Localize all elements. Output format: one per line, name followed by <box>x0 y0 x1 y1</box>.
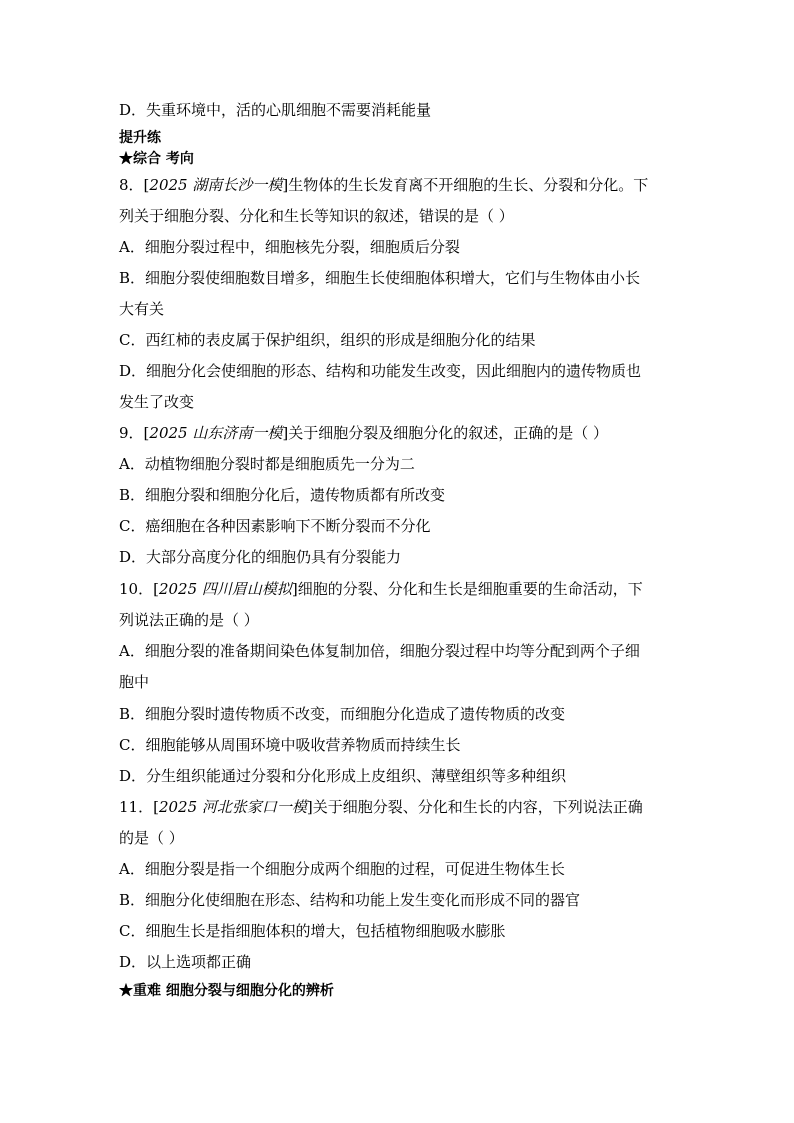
question-9-source: 2025 山东济南一模 <box>149 424 283 442</box>
question-11-option-d: D．以上选项都正确 <box>119 953 252 971</box>
question-11-stem: 11．[2025 河北张家口一模]关于细胞分裂、分化和生长的内容，下列说法正确 <box>119 798 643 816</box>
question-8-option-d-cont: 发生了改变 <box>119 393 195 411</box>
question-9-stem: 9．[2025 山东济南一模]关于细胞分裂及细胞分化的叙述，正确的是（ ） <box>119 424 608 442</box>
question-9-option-a: A．动植物细胞分裂时都是细胞质先一分为二 <box>119 455 415 473</box>
question-8-option-c: C．西红柿的表皮属于保护组织，组织的形成是细胞分化的结果 <box>119 331 536 349</box>
section-heading-practice: 提升练 <box>119 130 161 146</box>
question-10-option-d: D．分生组织能通过分裂和分化形成上皮组织、薄壁组织等多种组织 <box>119 767 567 785</box>
question-8-option-b: B．细胞分裂使细胞数目增多，细胞生长使细胞体积增大，它们与生物体由小长 <box>119 269 641 287</box>
question-8-option-d: D．细胞分化会使细胞的形态、结构和功能发生改变，因此细胞内的遗传物质也 <box>119 362 642 380</box>
question-8-option-b-cont: 大有关 <box>119 300 165 318</box>
question-8-stem: 8．[2025 湖南长沙一模]生物体的生长发育离不开细胞的生长、分裂和分化。下 <box>119 176 649 194</box>
question-10-stem: 10．[2025 四川眉山模拟]细胞的分裂、分化和生长是细胞重要的生命活动，下 <box>119 580 643 598</box>
question-9-option-b: B．细胞分裂和细胞分化后，遗传物质都有所改变 <box>119 486 446 504</box>
question-8-stem-cont: 列关于细胞分裂、分化和生长等知识的叙述，错误的是（ ） <box>119 207 514 225</box>
question-8-source: 2025 湖南长沙一模 <box>149 176 283 194</box>
question-11-stem-cont: 的是（ ） <box>119 829 184 847</box>
question-10-option-a: A．细胞分裂的准备期间染色体复制加倍，细胞分裂过程中均等分配到两个子细 <box>119 642 640 660</box>
question-10-option-c: C．细胞能够从周围环境中吸收营养物质而持续生长 <box>119 736 461 754</box>
question-11-option-b: B．细胞分化使细胞在形态、结构和功能上发生变化而形成不同的器官 <box>119 891 581 909</box>
question-9-option-c: C．癌细胞在各种因素影响下不断分裂而不分化 <box>119 517 431 535</box>
subsection-heading-key-difficulty: ★重难 细胞分裂与细胞分化的辨析 <box>119 983 334 999</box>
question-11-option-c: C．细胞生长是指细胞体积的增大，包括植物细胞吸水膨胀 <box>119 922 506 940</box>
question-10-option-b: B．细胞分裂时遗传物质不改变，而细胞分化造成了遗传物质的改变 <box>119 705 566 723</box>
question-10-option-a-cont: 胞中 <box>119 673 150 691</box>
question-10-source: 2025 四川眉山模拟 <box>158 580 292 598</box>
question-7-option-d: D．失重环境中，活的心肌细胞不需要消耗能量 <box>119 101 432 119</box>
question-10-stem-cont: 列说法正确的是（ ） <box>119 611 259 629</box>
question-8-option-a: A．细胞分裂过程中，细胞核先分裂，细胞质后分裂 <box>119 238 460 256</box>
question-11-option-a: A．细胞分裂是指一个细胞分成两个细胞的过程，可促进生物体生长 <box>119 860 565 878</box>
question-9-option-d: D．大部分高度分化的细胞仍具有分裂能力 <box>119 548 402 566</box>
question-11-source: 2025 河北张家口一模 <box>158 798 307 816</box>
subsection-heading-comprehensive: ★综合 考向 <box>119 151 194 167</box>
